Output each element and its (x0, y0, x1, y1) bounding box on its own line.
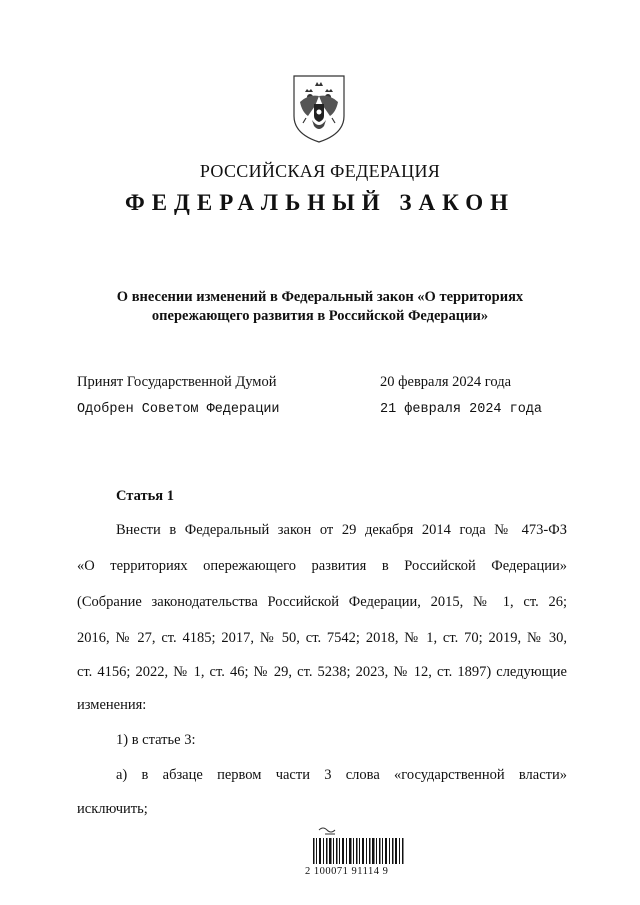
article-heading: Статья 1 (116, 488, 174, 504)
paragraph-line: ст. 4156; 2022, № 1, ст. 46; № 29, ст. 5238; 2023, № 12, ст. 1897) следующие (77, 664, 567, 680)
law-title-line-1: О внесении изменений в Федеральный закон «О территориях (116, 289, 524, 305)
council-approval-date: 21 февраля 2024 года (380, 402, 543, 417)
list-item-a-line-1: а) в абзаце первом части 3 слова «государственной власти» (116, 767, 567, 783)
document-type-heading: ФЕДЕРАЛЬНЫЙ ЗАКОН (124, 190, 516, 215)
paragraph-line: «О территориях опережающего развития в Российской Федерации» (77, 558, 567, 574)
list-item-a-line-2: исключить; (77, 801, 148, 817)
paragraph-line: (Собрание законодательства Российской Федерации, 2015, № 1, ст. 26; (77, 594, 567, 610)
paragraph-line: 2016, № 27, ст. 4185; 2017, № 50, ст. 7542; 2018, № 1, ст. 70; 2019, № 30, (77, 630, 567, 646)
paragraph-line: Внести в Федеральный закон от 29 декабря 2014 года № 473-ФЗ (116, 522, 567, 538)
duma-adoption-date: 20 февраля 2024 года (380, 374, 512, 390)
council-approval-label: Одобрен Советом Федерации (77, 402, 280, 417)
law-title-line-2: опережающего развития в Российской Федерации» (151, 308, 489, 324)
coat-of-arms-emblem (288, 72, 350, 144)
country-heading: РОССИЙСКАЯ ФЕДЕРАЦИЯ (199, 161, 441, 181)
list-item-1: 1) в статье 3: (116, 732, 196, 748)
paragraph-line: изменения: (77, 697, 147, 713)
barcode-number: 2 100071 91114 9 (305, 866, 389, 877)
law-title (60, 288, 580, 326)
duma-adoption-label: Принят Государственной Думой (77, 374, 277, 390)
